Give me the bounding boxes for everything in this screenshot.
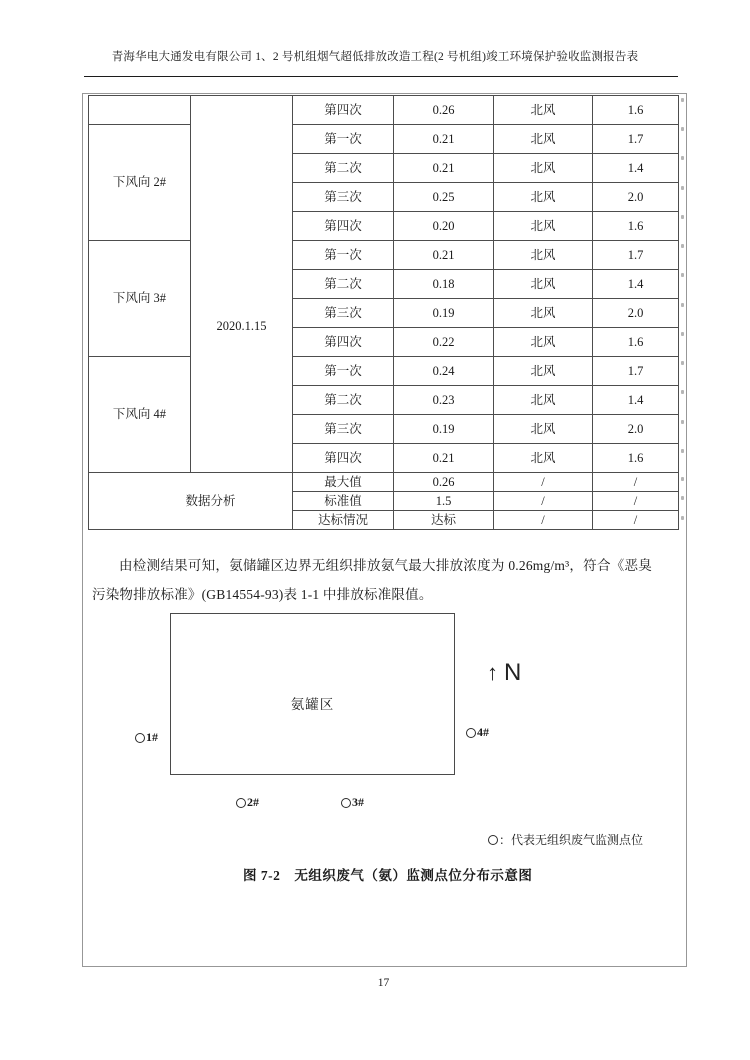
wind-direction-cell: 北风 bbox=[494, 299, 593, 328]
value-cell: 0.23 bbox=[394, 386, 494, 415]
trial-cell: 第四次 bbox=[293, 328, 394, 357]
wind-direction-cell: / bbox=[494, 511, 593, 530]
cell-end-mark bbox=[681, 98, 684, 102]
wind-speed-cell: 1.6 bbox=[593, 96, 679, 125]
trial-cell: 第一次 bbox=[293, 357, 394, 386]
trial-cell: 第三次 bbox=[293, 299, 394, 328]
circle-marker-icon bbox=[341, 798, 351, 808]
diagram-legend bbox=[488, 831, 643, 848]
wind-direction-cell: 北风 bbox=[494, 386, 593, 415]
wind-speed-cell: 1.6 bbox=[593, 212, 679, 241]
cell-end-mark bbox=[681, 420, 684, 424]
north-indicator bbox=[487, 660, 521, 686]
wind-speed-cell: 2.0 bbox=[593, 415, 679, 444]
value-cell: 0.26 bbox=[394, 473, 494, 492]
value-cell: 0.21 bbox=[394, 444, 494, 473]
circle-marker-icon bbox=[488, 835, 498, 845]
analysis-label-cell: 数据分析 bbox=[89, 473, 293, 530]
trial-cell: 第三次 bbox=[293, 183, 394, 212]
cell-end-mark bbox=[681, 186, 684, 190]
cell-end-mark bbox=[681, 390, 684, 394]
wind-direction-cell: 北风 bbox=[494, 444, 593, 473]
value-cell: 达标 bbox=[394, 511, 494, 530]
trial-cell: 第二次 bbox=[293, 270, 394, 299]
wind-direction-cell: 北风 bbox=[494, 125, 593, 154]
point-cell: 下风向 2# bbox=[89, 125, 191, 241]
monitoring-point-4 bbox=[466, 725, 489, 740]
wind-speed-cell: 1.4 bbox=[593, 270, 679, 299]
monitoring-point-label: 3# bbox=[352, 795, 364, 809]
page-number: 17 bbox=[377, 977, 390, 989]
trial-cell: 第一次 bbox=[293, 125, 394, 154]
wind-direction-cell: 北风 bbox=[494, 270, 593, 299]
trial-cell: 第四次 bbox=[293, 212, 394, 241]
value-cell: 0.26 bbox=[394, 96, 494, 125]
point-cell bbox=[89, 96, 191, 125]
wind-speed-cell: 1.4 bbox=[593, 386, 679, 415]
value-cell: 0.25 bbox=[394, 183, 494, 212]
table-row bbox=[89, 241, 679, 270]
wind-direction-cell: 北风 bbox=[494, 212, 593, 241]
trial-cell: 第四次 bbox=[293, 444, 394, 473]
wind-speed-cell: 2.0 bbox=[593, 299, 679, 328]
diagram-legend-text: ：代表无组织废气监测点位 bbox=[499, 833, 644, 847]
wind-direction-cell: 北风 bbox=[494, 328, 593, 357]
monitoring-point-label: 2# bbox=[247, 795, 259, 809]
wind-speed-cell: 1.7 bbox=[593, 241, 679, 270]
cell-end-mark bbox=[681, 332, 684, 336]
wind-speed-cell: / bbox=[593, 511, 679, 530]
value-cell: 0.21 bbox=[394, 125, 494, 154]
cell-end-mark bbox=[681, 273, 684, 277]
value-cell: 0.22 bbox=[394, 328, 494, 357]
point-cell: 下风向 3# bbox=[89, 241, 191, 357]
north-arrow-icon: ↑ bbox=[487, 660, 498, 685]
circle-marker-icon bbox=[236, 798, 246, 808]
value-cell: 1.5 bbox=[394, 492, 494, 511]
figure-caption: 图 7-2 无组织废气（氨）监测点位分布示意图 bbox=[243, 868, 533, 883]
monitoring-point-label: 4# bbox=[477, 725, 489, 739]
cell-end-mark bbox=[681, 496, 684, 500]
wind-direction-cell: 北风 bbox=[494, 96, 593, 125]
cell-end-mark bbox=[681, 449, 684, 453]
wind-speed-cell: 1.6 bbox=[593, 444, 679, 473]
table-row bbox=[89, 357, 679, 386]
monitoring-point-1 bbox=[135, 730, 158, 745]
ammonia-tank-area-label: 氨罐区 bbox=[290, 697, 335, 712]
trial-cell: 第二次 bbox=[293, 386, 394, 415]
point-cell: 下风向 4# bbox=[89, 357, 191, 473]
trial-cell: 达标情况 bbox=[293, 511, 394, 530]
wind-direction-cell: / bbox=[494, 492, 593, 511]
monitoring-point-3 bbox=[341, 795, 364, 810]
page-header-title: 青海华电大通发电有限公司 1、2 号机组烟气超低排放改造工程(2 号机组)竣工环境保护验收监测报告表 bbox=[111, 51, 639, 63]
cell-end-mark bbox=[681, 303, 684, 307]
date-cell: 2020.1.15 bbox=[191, 96, 293, 473]
wind-direction-cell: 北风 bbox=[494, 154, 593, 183]
wind-speed-cell: / bbox=[593, 473, 679, 492]
cell-end-mark bbox=[681, 516, 684, 520]
wind-speed-cell: 1.7 bbox=[593, 125, 679, 154]
trial-cell: 第四次 bbox=[293, 96, 394, 125]
value-cell: 0.19 bbox=[394, 299, 494, 328]
trial-cell: 最大值 bbox=[293, 473, 394, 492]
wind-speed-cell: 2.0 bbox=[593, 183, 679, 212]
value-cell: 0.18 bbox=[394, 270, 494, 299]
cell-end-mark bbox=[681, 361, 684, 365]
table-row bbox=[89, 96, 679, 125]
cell-end-mark bbox=[681, 215, 684, 219]
value-cell: 0.21 bbox=[394, 154, 494, 183]
value-cell: 0.21 bbox=[394, 241, 494, 270]
circle-marker-icon bbox=[135, 733, 145, 743]
north-letter: N bbox=[504, 659, 522, 686]
value-cell: 0.20 bbox=[394, 212, 494, 241]
wind-speed-cell: / bbox=[593, 492, 679, 511]
wind-speed-cell: 1.4 bbox=[593, 154, 679, 183]
wind-speed-cell: 1.7 bbox=[593, 357, 679, 386]
value-cell: 0.19 bbox=[394, 415, 494, 444]
table-row bbox=[89, 473, 679, 492]
table-row bbox=[89, 125, 679, 154]
trial-cell: 第二次 bbox=[293, 154, 394, 183]
monitoring-table-body bbox=[89, 96, 679, 530]
header-divider bbox=[84, 76, 678, 77]
result-paragraph: 由检测结果可知，氨储罐区边界无组织排放氨气最大排放浓度为 0.26mg/m³，符合《恶臭污染物排放标准》(GB14554-93)表 1-1 中排放标准限值。 bbox=[92, 557, 652, 602]
trial-cell: 第一次 bbox=[293, 241, 394, 270]
monitoring-point-2 bbox=[236, 795, 259, 810]
wind-direction-cell: 北风 bbox=[494, 241, 593, 270]
trial-cell: 标准值 bbox=[293, 492, 394, 511]
cell-end-mark bbox=[681, 244, 684, 248]
monitoring-point-label: 1# bbox=[146, 730, 158, 744]
wind-direction-cell: / bbox=[494, 473, 593, 492]
circle-marker-icon bbox=[466, 728, 476, 738]
value-cell: 0.24 bbox=[394, 357, 494, 386]
wind-direction-cell: 北风 bbox=[494, 357, 593, 386]
wind-direction-cell: 北风 bbox=[494, 183, 593, 212]
wind-direction-cell: 北风 bbox=[494, 415, 593, 444]
monitoring-table bbox=[88, 95, 679, 530]
wind-speed-cell: 1.6 bbox=[593, 328, 679, 357]
trial-cell: 第三次 bbox=[293, 415, 394, 444]
ammonia-tank-area-rect bbox=[170, 613, 455, 775]
cell-end-mark bbox=[681, 127, 684, 131]
cell-end-mark bbox=[681, 477, 684, 481]
